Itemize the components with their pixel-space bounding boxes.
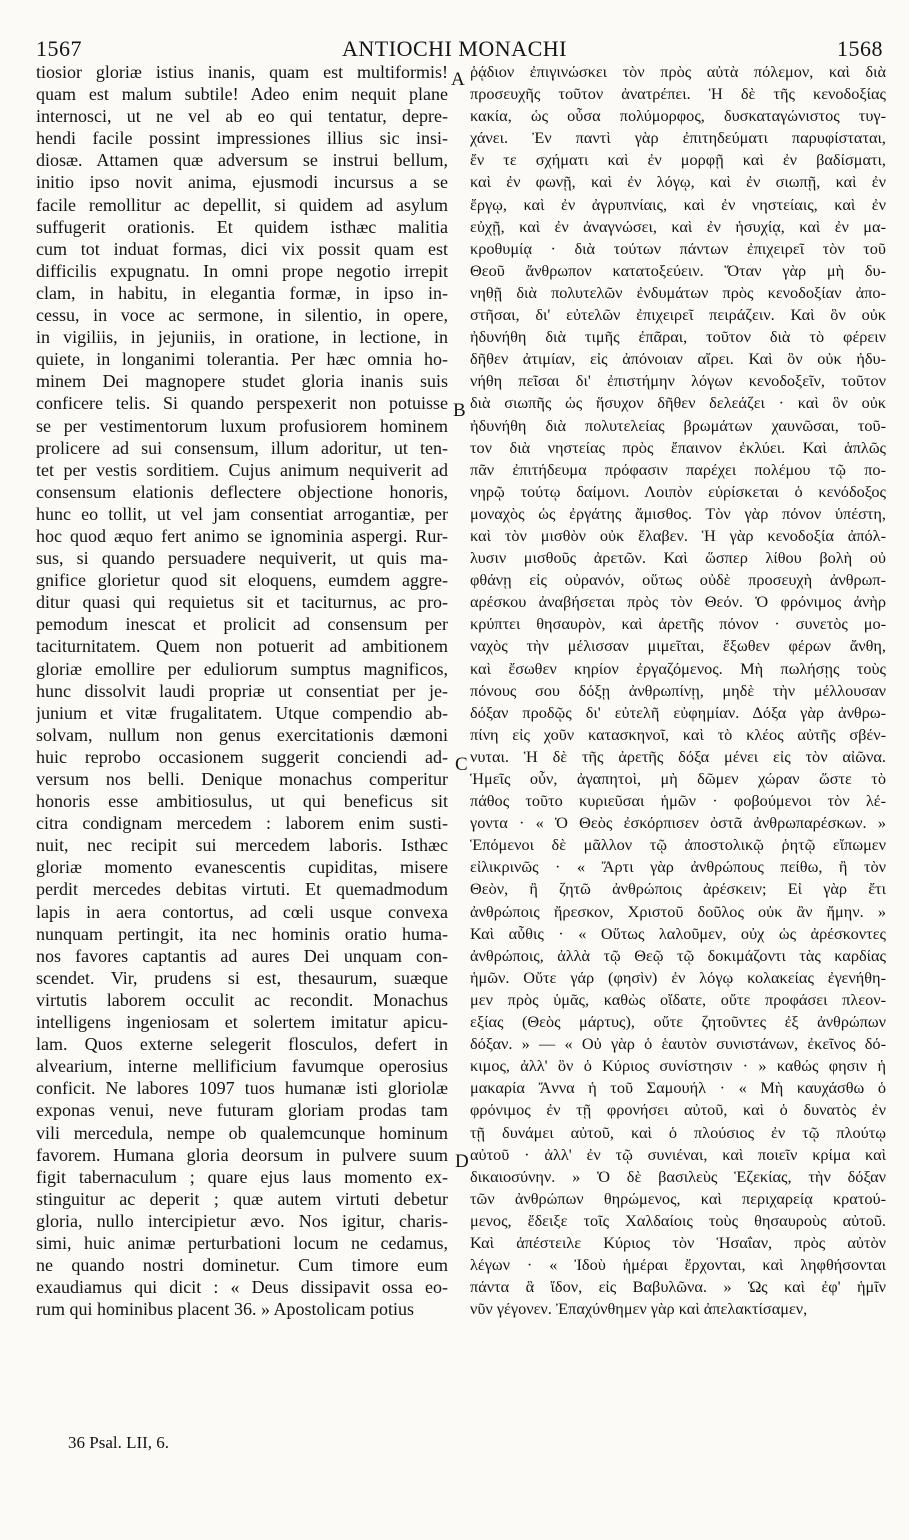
latin-text-line: facile remollitur ac depellit, si quidem ad asylum: [36, 194, 448, 215]
latin-text-line: exaudiamus qui dicit : « Deus dissipavit ossa eo-: [36, 1277, 448, 1298]
greek-text-line: στῆσαι, δι' εὐτελῶν ἐπιχειρεῖ πειράζειν. Καὶ ὃν οὐκ: [470, 305, 886, 325]
latin-text-line: minem Dei magnopere studet gloria inanis suis: [36, 371, 448, 392]
greek-text-line: εἰλικρινῶς · « Ἄρτι γὰρ ἀνθρώπους πείθω, ἢ τὸν: [470, 857, 886, 877]
greek-text-line: τον διὰ νηστείας πρὸς ἔπαινον ἐκλύει. Καὶ ἁπλῶς: [470, 437, 886, 457]
greek-text-line: νηρῷ τούτῳ δαίμονι. Λοιπὸν εὑρίσκεται ὁ κενόδοξος: [470, 481, 886, 501]
latin-text-line: gloria, nullo intercipietur ævo. Nos igitur, charis-: [36, 1210, 448, 1231]
latin-text-line: simi, huic animæ perturbationi locum ne cedamus,: [36, 1232, 448, 1253]
latin-text-line: vili mercedula, nempe ob qualemcunque hominum: [36, 1122, 448, 1143]
latin-text-line: conficit. Ne labores 1097 tuos humanæ isti gloriolæ: [36, 1078, 448, 1099]
latin-text-line: suffugerit orationis. Et quidem isthæc malitia: [36, 216, 448, 237]
greek-text-line: πάθος τοῦτο κυριεῦσαι ἡμῶν · φοβούμενοι τὸν λέ-: [470, 791, 886, 811]
greek-text-line: Θεὸν, ἢ ζητῶ ἀνθρώποις ἀρέσκειν; Εἰ γὰρ ἔτι: [470, 879, 886, 899]
greek-text-line: ἀνθρώποις, ἀλλὰ τῷ Θεῷ τῷ δοκιμάζοντι τὰς καρδίας: [470, 945, 886, 965]
latin-text-line: nunquam pertingit, ita nec hominis oratio huma-: [36, 923, 448, 944]
greek-text-line: κρύπτει θησαυρὸν, καὶ ἀρετῆς πόνον · συνετὸς μο-: [470, 614, 886, 634]
latin-text-line: cum tot induat formas, dici vix possit quam est: [36, 238, 448, 259]
greek-text-line: φθάνῃ εἰς οὐρανόν, οὕτως οὐδὲ προσευχὴ ἀνθρωπ-: [470, 570, 886, 590]
greek-text-line: δόξαν. » — « Οὐ γὰρ ὁ ἑαυτὸν συνιστάνων, ἐκεῖνος δό-: [470, 1034, 886, 1054]
latin-text-line: hunc eo tollit, ut vel jam consentiat arrogantiæ, per: [36, 503, 448, 524]
section-marker-b: B: [453, 400, 466, 421]
greek-text-line: αὐτοῦ · ἀλλ' ἐν τῷ συνιέναι, καὶ ποιεῖν κρίμα καὶ: [470, 1144, 886, 1164]
greek-text-line: χάνει. Ἐν παντὶ γὰρ ἐπιτηδεύματι παρυφίσταται,: [470, 128, 886, 148]
running-title: ANTIOCHI MONACHI: [342, 36, 567, 61]
latin-text-line: taciturnitatem. Quem non potuerit ad ambitionem: [36, 636, 448, 657]
latin-text-line: gloriæ emollire per eduliorum sumptus magnificos,: [36, 658, 448, 679]
section-marker-d: D: [455, 1151, 469, 1172]
greek-text-line: λυσιν μισθοῦς ἀρετῶν. Καὶ ὥσπερ λίθου βολὴ οὐ: [470, 548, 886, 568]
greek-column: [470, 61, 886, 1320]
latin-text-line: clam, in habitu, in elegantia formæ, in ipso in-: [36, 282, 448, 303]
latin-text-line: ditur quasi qui requietus sit et taciturnus, ac pro-: [36, 592, 448, 613]
greek-text-line: εξίας (Θεὸς μάρτυς), οὔτε ζητοῦντες ἐξ ἀνθρώπων: [470, 1012, 886, 1032]
latin-text-line: virtutis laborem occulit ac recondit. Monachus: [36, 989, 448, 1010]
section-marker-a: A: [451, 69, 465, 90]
footnote: 36 Psal. LII, 6.: [68, 1433, 170, 1452]
greek-text-line: λέγων · « Ἰδοὺ ἡμέραι ἔρχονται, καὶ ληφθήσονται: [470, 1255, 886, 1275]
greek-text-line: ἔν τε σχήματι καὶ ἐν μορφῇ καὶ ἐν βαδίσματι,: [470, 150, 886, 170]
greek-text-line: φρόνιμος ἐν τῇ φρονήσει αὐτοῦ, καὶ ὁ δυνατὸς ἐν: [470, 1100, 886, 1120]
greek-text-line: Ἑπόμενοι δὲ μᾶλλον τῷ ἀποστολικῷ ῥητῷ εἴπωμεν: [470, 835, 886, 855]
section-marker-c: C: [455, 754, 468, 775]
latin-text-line: honoris esse ambitiosulus, ut qui beneficus sit: [36, 791, 448, 812]
greek-text-line: πᾶν ἐπιτήδευμα πρόφασιν παρέχει πολέμου τῷ πο-: [470, 459, 886, 479]
latin-text-line: rum qui hominibus placent 36. » Apostolicam potius: [36, 1299, 414, 1320]
latin-text-line: conficere telis. Si quando perspexerit non potuisse: [36, 393, 448, 414]
latin-text-line: se per vestimentorum luxum profusiorem hominem: [36, 415, 448, 436]
latin-text-line: scendet. Vir, prudens si est, thesaurum, suæque: [36, 967, 448, 988]
latin-text-line: pemodum inescat et prolicit ad consensum per: [36, 614, 448, 635]
greek-text-line: μοναχὸς ὡς ἐργάτης ἄμισθος. Τὸν γὰρ πόνον ὑπέστη,: [470, 503, 886, 523]
latin-text-line: alvearium, interne mellificium favumque operosius: [36, 1056, 448, 1077]
greek-text-line: Καὶ αὖθις · « Οὕτως λαλοῦμεν, οὐχ ὡς ἀρέσκοντες: [470, 923, 886, 943]
latin-text-line: gloriæ momento evanescentis cupiditas, misere: [36, 857, 448, 878]
latin-text-line: internosci, ut ne vel ab eo qui tentatur, depre-: [36, 106, 448, 127]
greek-text-line: κιμος, ἀλλ' ὃν ὁ Κύριος συνίστησιν · » καθώς φησιν ἡ: [470, 1056, 886, 1076]
greek-text-line: Ἡμεῖς οὖν, ἀγαπητοὶ, μὴ δῶμεν χώραν ὥστε τὸ: [470, 769, 886, 788]
greek-text-line: καὶ ἔσωθεν κηρίον ἐργαζόμενος. Μὴ πωλήσῃς τοὺς: [470, 658, 886, 678]
latin-text-line: nuit, nec recipit sui mercedem laboris. Isthæc: [36, 835, 448, 856]
latin-text-line: gnifice glorietur quod sit eloquens, eumdem aggre-: [36, 570, 448, 591]
latin-text-line: nos favores captantis ad aures Dei unquam con-: [36, 945, 448, 966]
latin-text-line: junium et vitæ frugalitatem. Utque compendio ab-: [36, 702, 448, 723]
greek-text-line: κροθυμίᾳ · διὰ τούτων πάντων ἐπιχειρεῖ τὸν τοῦ: [470, 238, 886, 258]
latin-text-line: diosæ. Attamen quæ adversum se instrui bellum,: [36, 150, 448, 171]
greek-text-line: προσευχῆς τοῦτον ἀνατρέπει. Ἡ δὲ τῆς κενοδοξίας: [470, 84, 886, 104]
latin-text-line: solvam, nullum non genus exercitationis dæmoni: [36, 724, 448, 745]
greek-text-line: πίνη εἰς χοῦν κατασκηνοῖ, καὶ τὸ κλέος αὐτῆς σβέν-: [470, 724, 886, 744]
latin-text-line: versum nos belli. Denique monachus comperitur: [36, 769, 448, 789]
greek-text-line: νήθη πεῖσαι δι' ἐπιστήμην λόγων κενοδοξεῖν, τοῦτον: [470, 371, 886, 391]
latin-column: [36, 61, 448, 1320]
greek-text-line: νῦν γέγονεν. Ἐπαχύνθημεν γὰρ καὶ ἀπελακτίσαμεν,: [470, 1299, 808, 1319]
latin-text-line: perdit mercedes debitas virtuti. Et quemadmodum: [36, 879, 448, 900]
latin-text-line: intelligens ingeniosam et solertem imitatur apicu-: [36, 1012, 448, 1033]
latin-text-line: initio ipso novit anima, ejusmodi incursus a se: [36, 172, 448, 193]
latin-text-line: citra condignam mercedem : laborem enim susti-: [36, 813, 448, 834]
greek-text-line: νηθῇ διὰ πολυτελῶν ἐνδυμάτων πρὸς κενοδοξίαν ἀπο-: [470, 282, 886, 302]
page-number-right: 1568: [837, 36, 883, 61]
greek-text-line: μεν πρὸς ὑμᾶς, καθὼς οἴδατε, οὔτε προφάσει πλεον-: [470, 989, 886, 1009]
greek-text-line: μακαρία Ἄννα ἡ τοῦ Σαμουήλ · « Μὴ καυχάσθω ὁ: [470, 1078, 886, 1098]
latin-text-line: sus, si quando persuadere nequiverit, ut quis ma-: [36, 548, 448, 569]
greek-text-line: ἠδυνήθη διὰ τιμῆς ἐπᾶραι, τοῦτον διὰ τὸ φέρειν: [470, 327, 886, 347]
greek-text-line: δόξαν προδῷς δι' εὐτελῆ εὐφημίαν. Δόξα γὰρ ἀνθρω-: [470, 702, 886, 722]
greek-text-line: εὐχῇ, καὶ ἐν ἀναγνώσει, καὶ ἐν ἡσυχίᾳ, καὶ ἐν μα-: [470, 216, 886, 236]
latin-text-line: exponas venui, neve futuram gloriam prodas tam: [36, 1100, 448, 1121]
latin-text-line: difficilis expugnatu. In omni prope negotio irrepit: [36, 260, 448, 281]
latin-text-line: consensum elationis deflectere objectione honoris,: [36, 481, 448, 502]
greek-text-line: γοντα · « Ὁ Θεὸς ἐσκόρπισεν ὀστᾶ ἀνθρωπαρέσκων. »: [470, 813, 886, 833]
greek-text-line: δῆθεν ἀτιμίαν, εἰς ἀπόνοιαν αἴρει. Καὶ ὃν οὐκ ἠδυ-: [470, 349, 886, 369]
page-number-left: 1567: [36, 36, 82, 61]
latin-text-line: tet per vestis sorditiem. Cujus animum nequiverit ad: [36, 459, 448, 480]
greek-text-line: διὰ σιωπῆς ὡς ἥσυχον δῆθεν δελεάζει · καὶ ὃν οὐκ: [470, 393, 886, 413]
latin-text-line: figit tabernaculum ; quare ejus laus momento ex-: [36, 1166, 448, 1187]
latin-text-line: cessu, in voce ac sermone, in silentio, in opere,: [36, 305, 448, 326]
greek-text-line: τῶν ἀνθρώπων θηρώμενος, καὶ περιχαρείᾳ κρατού-: [470, 1188, 886, 1208]
greek-text-line: ἔργῳ, καὶ ἐν ἀγρυπνίαις, καὶ ἐν νηστείαις, καὶ ἐν: [470, 194, 886, 214]
latin-text-line: stinguitur ac deperit ; quæ autem virtuti debetur: [36, 1188, 448, 1209]
latin-text-line: lapis in aera contortus, ad cœli usque convexa: [36, 901, 448, 922]
greek-text-line: κακία, ὡς οὖσα πολύμορφος, δυσκαταγώνιστος τυγ-: [470, 106, 886, 126]
latin-text-line: in vigiliis, in jejuniis, in oratione, in lectione, in: [36, 327, 448, 348]
greek-text-line: καὶ τὸν μισθὸν οὐκ ἔλαβεν. Ἡ γὰρ κενοδοξία ἀπόλ-: [470, 525, 886, 545]
greek-text-line: αρέσκου ἀναβήσεται πρὸς τὸν Θεόν. Ὁ φρόνιμος ἀνὴρ: [470, 592, 886, 612]
greek-text-line: καὶ ἐν φωνῇ, καὶ ἐν λόγῳ, καὶ ἐν σιωπῇ, καὶ ἐν: [470, 172, 886, 192]
greek-text-line: δικαιοσύνην. » Ὁ δὲ βασιλεὺς Ἑζεκίας, τὴν δόξαν: [470, 1166, 886, 1186]
latin-text-line: ne quando nostri dominetur. Cum timore eum: [36, 1255, 448, 1276]
latin-text-line: hoc quod æquo fert animo se ignominia aspergi. Rur-: [36, 525, 448, 546]
latin-text-line: hunc dissolvit laudi propriæ ut consentiat per je-: [36, 680, 448, 701]
greek-text-line: Καὶ ἀπέστειλε Κύριος τὸν Ἡσαΐαν, πρὸς αὐτὸν: [470, 1232, 886, 1252]
latin-text-line: prolicere ad sui consensum, illum adoritur, ut ten-: [36, 437, 448, 458]
greek-text-line: ῥᾴδιον ἐπιγινώσκει τὸν πρὸς αὐτὰ πόλεμον, καὶ διὰ: [470, 62, 886, 81]
greek-text-line: πόνους σου δόξῃ ἀνθρωπίνῃ, μηδὲ τὴν μέλλουσαν: [470, 680, 886, 700]
latin-text-line: favorem. Humana gloria deorsum in pulvere suum: [36, 1144, 448, 1165]
latin-text-line: lam. Quos externe selegerit flosculos, defert in: [36, 1034, 448, 1055]
greek-text-line: τῇ δυνάμει αὐτοῦ, καὶ ὁ πλούσιος ἐν τῷ πλούτῳ: [470, 1122, 886, 1142]
greek-text-line: Θεοῦ ἄνθρωπον κατατοξεύειν. Ὅταν γὰρ μὴ δυ-: [470, 260, 886, 280]
greek-text-line: ἀνθρώποις ἤρεσκον, Χριστοῦ δοῦλος οὐκ ἂν ἤμην. »: [470, 901, 886, 921]
greek-text-line: νυται. Ἡ δὲ τῆς ἀρετῆς δόξα μένει εἰς τὸν αἰῶνα.: [470, 746, 886, 766]
latin-text-line: quam est malum subtile! Adeo enim nequit plane: [36, 84, 448, 105]
greek-text-line: πάντα ἃ ἴδον, εἰς Βαβυλῶνα. » Ὡς καὶ ἐφ' ἡμῖν: [470, 1277, 886, 1297]
greek-text-line: μενος, ἔδειξε τοῖς Χαλδαίοις τοὺς θησαυροὺς αὐτοῦ.: [470, 1210, 886, 1230]
latin-text-line: quiete, in longanimi tolerantia. Per hæc omnia ho-: [36, 349, 448, 370]
latin-text-line: tiosior gloriæ istius inanis, quam est multiformis!: [36, 62, 448, 82]
greek-text-line: ἠδυνήθη διὰ πολυτελείας βρωμάτων χαυνῶσαι, τοῦ-: [470, 415, 886, 435]
greek-text-line: ναχὸς τὴν μέλισσαν μιμεῖται, ἔξωθεν φέρων ἄνθη,: [470, 636, 886, 656]
latin-text-line: hendi facile possint impressiones illius sic insi-: [36, 128, 448, 149]
greek-text-line: ἡμῶν. Οὔτε γάρ (φησὶν) ἐν λόγῳ κολακείας ἐγενήθη-: [470, 967, 886, 987]
latin-text-line: huic reprobo occasionem suggerit conciendi ad-: [36, 746, 448, 767]
